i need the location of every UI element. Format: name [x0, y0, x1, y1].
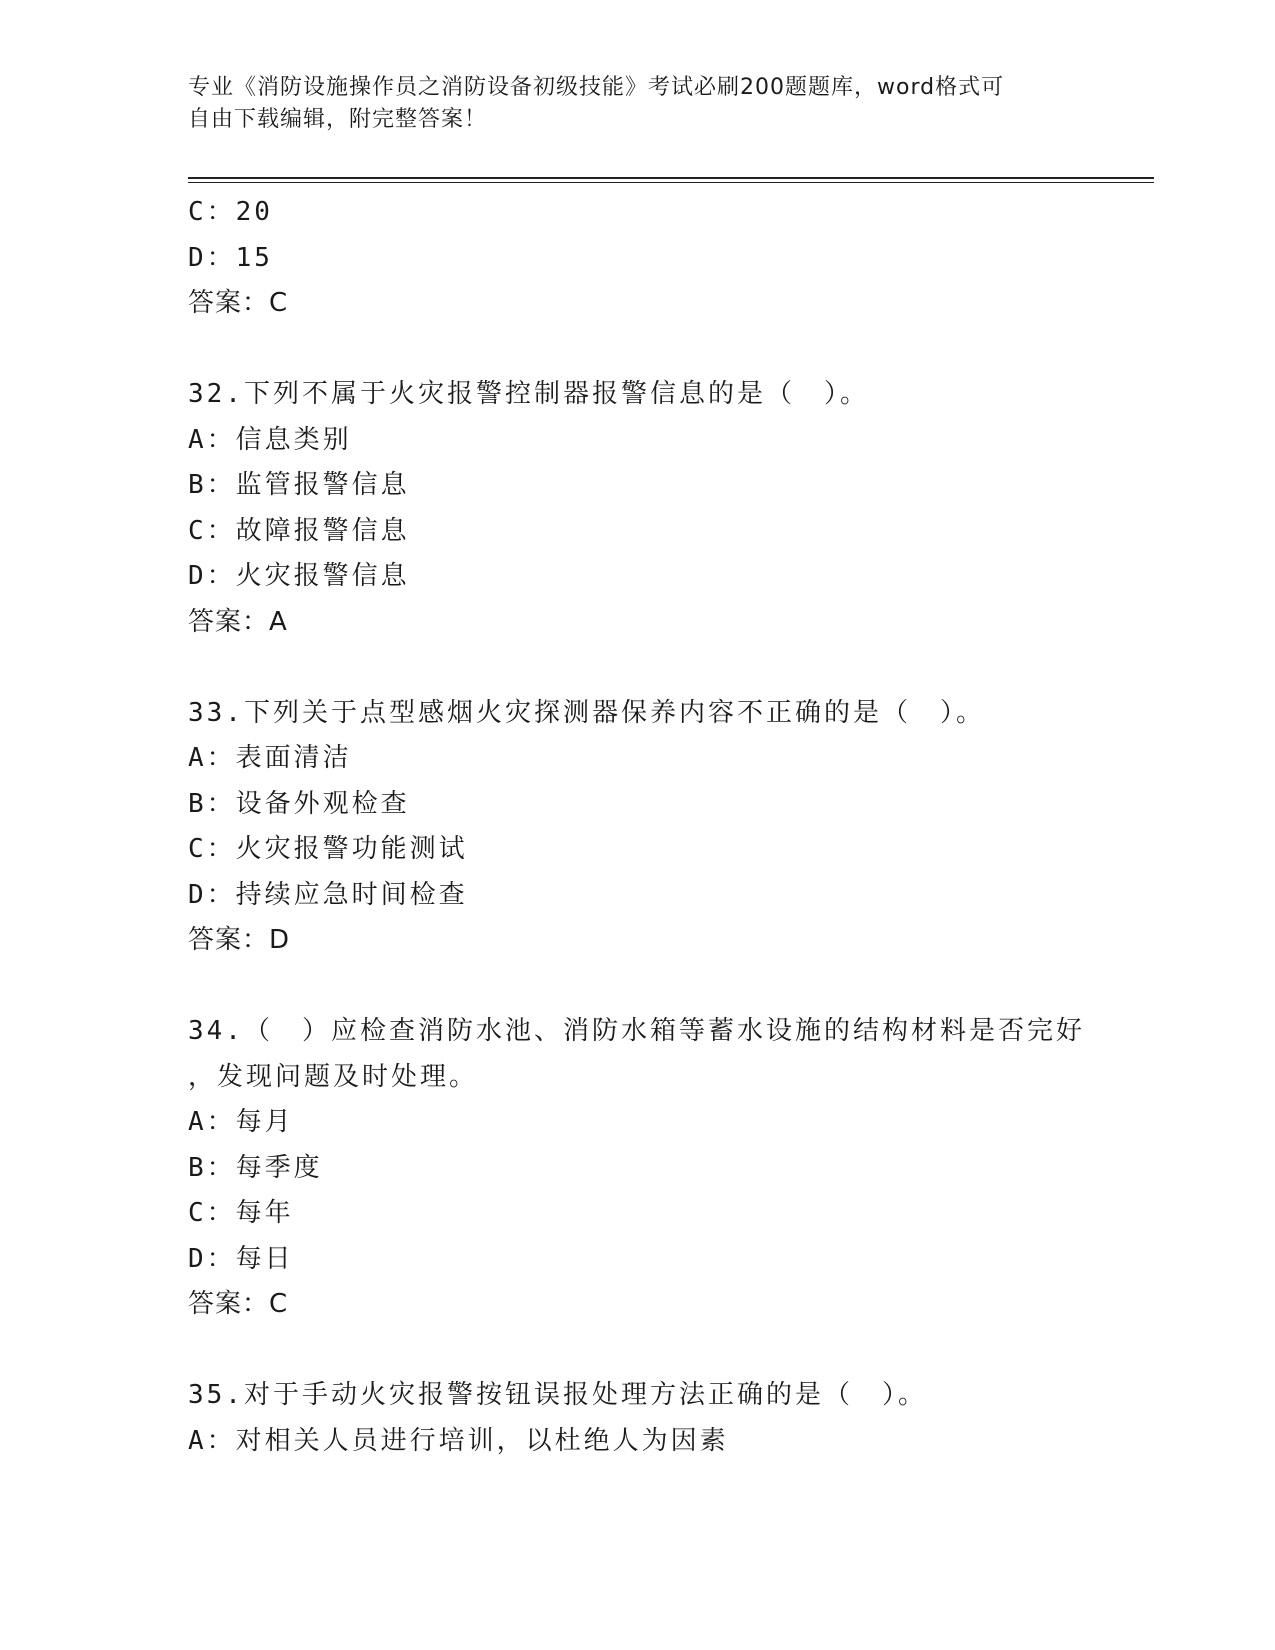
option-letter: A：: [188, 1425, 236, 1456]
option-text: 每季度: [235, 1152, 323, 1183]
option-letter: D：: [188, 879, 236, 910]
option-d: [188, 236, 1148, 282]
option-letter: D：: [188, 1243, 236, 1274]
spacer: [188, 964, 1148, 1010]
option-a: [188, 736, 1148, 782]
question-text: 35.对于手动火灾报警按钮误报处理方法正确的是（ ）。: [188, 1380, 927, 1410]
option-text: 15: [235, 242, 273, 273]
question-text: 33.下列关于点型感烟火灾探测器保养内容不正确的是（ ）。: [188, 697, 985, 728]
option-text: 对相关人员进行培训，以杜绝人为因素: [235, 1425, 729, 1456]
question-text: 32.下列不属于火灾报警控制器报警信息的是（ ）。: [188, 379, 869, 409]
option-text: 20: [235, 197, 273, 227]
question-list: [188, 190, 1148, 1464]
option-letter: C：: [188, 197, 236, 227]
option-letter: B：: [188, 788, 236, 819]
option-letter: C：: [188, 515, 236, 546]
option-d: [188, 554, 1148, 600]
option-letter: A：: [188, 743, 236, 773]
option-a: [188, 1419, 1148, 1465]
option-letter: D：: [188, 242, 236, 273]
option-a: [188, 418, 1148, 464]
option-c: [188, 190, 1148, 236]
option-c: [188, 1191, 1148, 1237]
header-divider-thick: [188, 177, 1154, 179]
option-text: 信息类别: [235, 424, 352, 455]
answer-line: 答案：A: [188, 606, 288, 637]
answer-line: 答案：D: [188, 925, 291, 955]
header-divider-thin: [188, 182, 1154, 183]
option-d: [188, 1237, 1148, 1283]
spacer: [188, 645, 1148, 691]
option-text: 每日: [235, 1243, 294, 1274]
question-35: [188, 1373, 1148, 1464]
document-header: [188, 72, 1088, 136]
question-33: [188, 691, 1148, 964]
option-a: [188, 1100, 1148, 1146]
option-b: [188, 463, 1148, 509]
option-letter: B：: [188, 1152, 236, 1183]
option-text: 设备外观检查: [235, 788, 410, 819]
question-text: 34.（ ）应检查消防水池、消防水箱等蓄水设施的结构材料是否完好: [188, 1016, 1085, 1046]
previous-question-block: [188, 190, 1148, 327]
header-title-line-1: 专业《消防设施操作员之消防设备初级技能》考试必刷200题题库，word格式可: [188, 75, 1005, 100]
option-text: 监管报警信息: [235, 470, 410, 500]
spacer: [188, 327, 1148, 373]
option-c: [188, 827, 1148, 873]
answer-line: 答案：C: [188, 288, 289, 318]
option-text: 故障报警信息: [235, 515, 410, 546]
spacer: [188, 1328, 1148, 1374]
header-title-line-2: 自由下载编辑，附完整答案！: [188, 107, 488, 132]
question-34: [188, 1009, 1148, 1328]
option-letter: A：: [188, 1107, 236, 1137]
option-text: 每月: [235, 1107, 294, 1137]
option-b: [188, 782, 1148, 828]
question-text-continued: ，发现问题及时处理。: [188, 1061, 479, 1092]
option-b: [188, 1146, 1148, 1192]
option-letter: A：: [188, 424, 236, 455]
option-letter: C：: [188, 834, 236, 864]
option-c: [188, 509, 1148, 555]
option-text: 火灾报警信息: [235, 561, 410, 591]
option-d: [188, 873, 1148, 919]
option-text: 每年: [235, 1198, 294, 1228]
answer-line: 答案：C: [188, 1289, 289, 1319]
option-text: 火灾报警功能测试: [235, 834, 468, 864]
option-text: 表面清洁: [235, 743, 352, 773]
option-letter: C：: [188, 1198, 236, 1228]
question-32: [188, 372, 1148, 645]
option-letter: B：: [188, 470, 236, 500]
option-letter: D：: [188, 561, 236, 591]
option-text: 持续应急时间检查: [235, 879, 468, 910]
